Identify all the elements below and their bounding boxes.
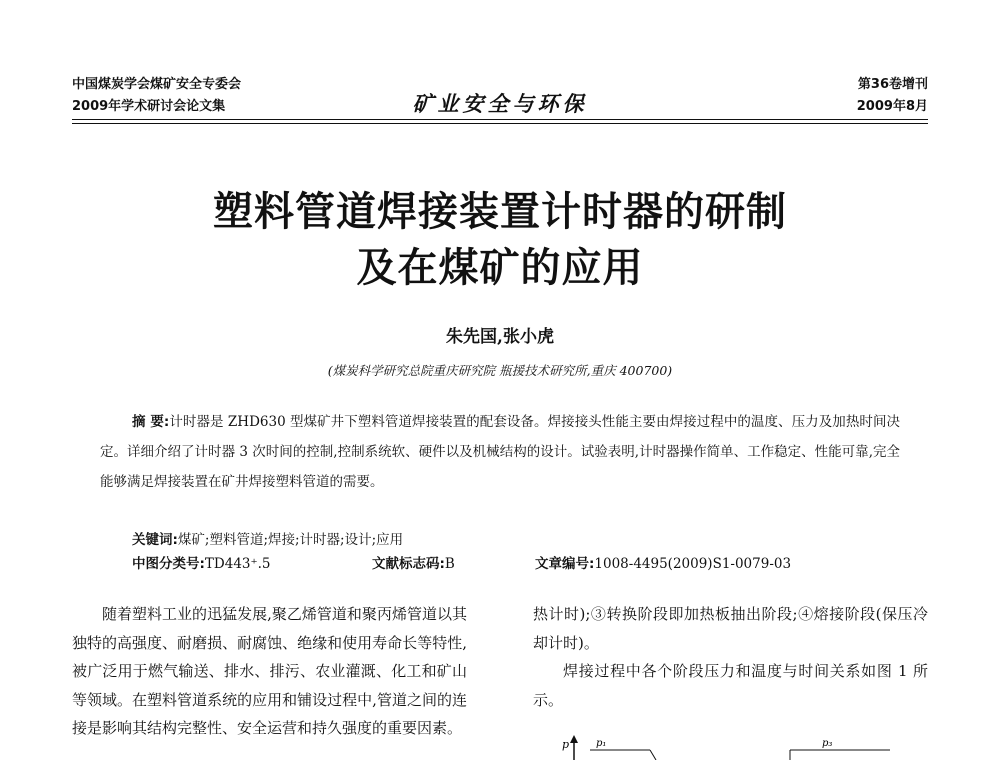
keywords-label: 关键词: xyxy=(132,532,178,548)
journal-name: 矿业安全与环保 xyxy=(412,91,588,116)
keywords-text: 煤矿;塑料管道;焊接;计时器;设计;应用 xyxy=(177,532,404,548)
abstract xyxy=(100,407,900,497)
header-right xyxy=(857,74,928,118)
paper-title-line1: 塑料管道焊接装置计时器的研制 xyxy=(213,189,787,235)
abstract-label: 摘 要: xyxy=(132,414,170,430)
header-rule-thin xyxy=(72,123,928,124)
header-rule-thick xyxy=(72,119,928,120)
body-paragraph-continued: 热计时);③转换阶段即加热板抽出阶段;④熔接阶段(保压冷却计时)。 xyxy=(533,605,928,652)
y-axis-arrow-icon xyxy=(570,735,578,743)
paper-title-line2: 及在煤矿的应用 xyxy=(356,245,644,291)
body-right-column xyxy=(533,600,928,714)
doc-code-label: 文献标志码: xyxy=(372,556,445,572)
header-proceedings: 2009年学术研讨会论文集 xyxy=(72,99,226,114)
abstract-text: 计时器是 ZHD630 型煤矿井下塑料管道焊接装置的配套设备。焊接接头性能主要由焊接过程中的温度、压力及加热时间决定。详细介绍了计时器 3 次时间的控制,控制系统软、硬件以及机械结构的设计。试验表明,计时器操作简单、工作稳定、性能可靠,完全能够满足焊接装置在矿井焊接塑料管道的需要。 xyxy=(100,414,900,490)
authors: 朱先国,张小虎 xyxy=(446,327,554,347)
article-number xyxy=(535,552,791,572)
doc-code-value: B xyxy=(444,556,455,572)
clc-number xyxy=(132,552,271,572)
figure-1-partial xyxy=(560,735,940,760)
body-paragraph-figure-ref: 焊接过程中各个阶段压力和温度与时间关系如图 1 所示。 xyxy=(533,662,928,709)
header-society: 中国煤炭学会煤矿安全专委会 xyxy=(72,77,242,92)
affiliation: (煤炭科学研究总院重庆研究院 瓶援技术研究所,重庆 400700) xyxy=(327,363,673,378)
volume-info: 第36卷增刊 xyxy=(857,77,928,92)
article-number-value: 1008-4495(2009)S1-0079-03 xyxy=(594,556,792,572)
body-left-column xyxy=(72,600,467,743)
label-p1: p₁ xyxy=(596,738,607,749)
label-p3: p₃ xyxy=(822,738,833,749)
clc-label: 中图分类号: xyxy=(132,556,205,572)
pressure-drop-line xyxy=(650,750,656,760)
axis-label-p: p xyxy=(562,738,570,751)
issue-date: 2009年8月 xyxy=(856,99,928,114)
article-number-label: 文章编号: xyxy=(535,556,595,572)
document-code xyxy=(372,552,455,572)
clc-value: TD443⁺.5 xyxy=(204,556,271,572)
body-paragraph: 随着塑料工业的迅猛发展,聚乙烯管道和聚丙烯管道以其独特的高强度、耐磨损、耐腐蚀、绝缘和使用寿命长等特性,被广泛用于燃气输送、排水、排污、农业灌溉、化工和矿山等领域。在塑料管道系统的应用和铺设过程中,管道之间的连接是影响其结构完整性、安全运营和持久强度的重要因素。 xyxy=(72,605,467,737)
keywords xyxy=(132,528,403,548)
